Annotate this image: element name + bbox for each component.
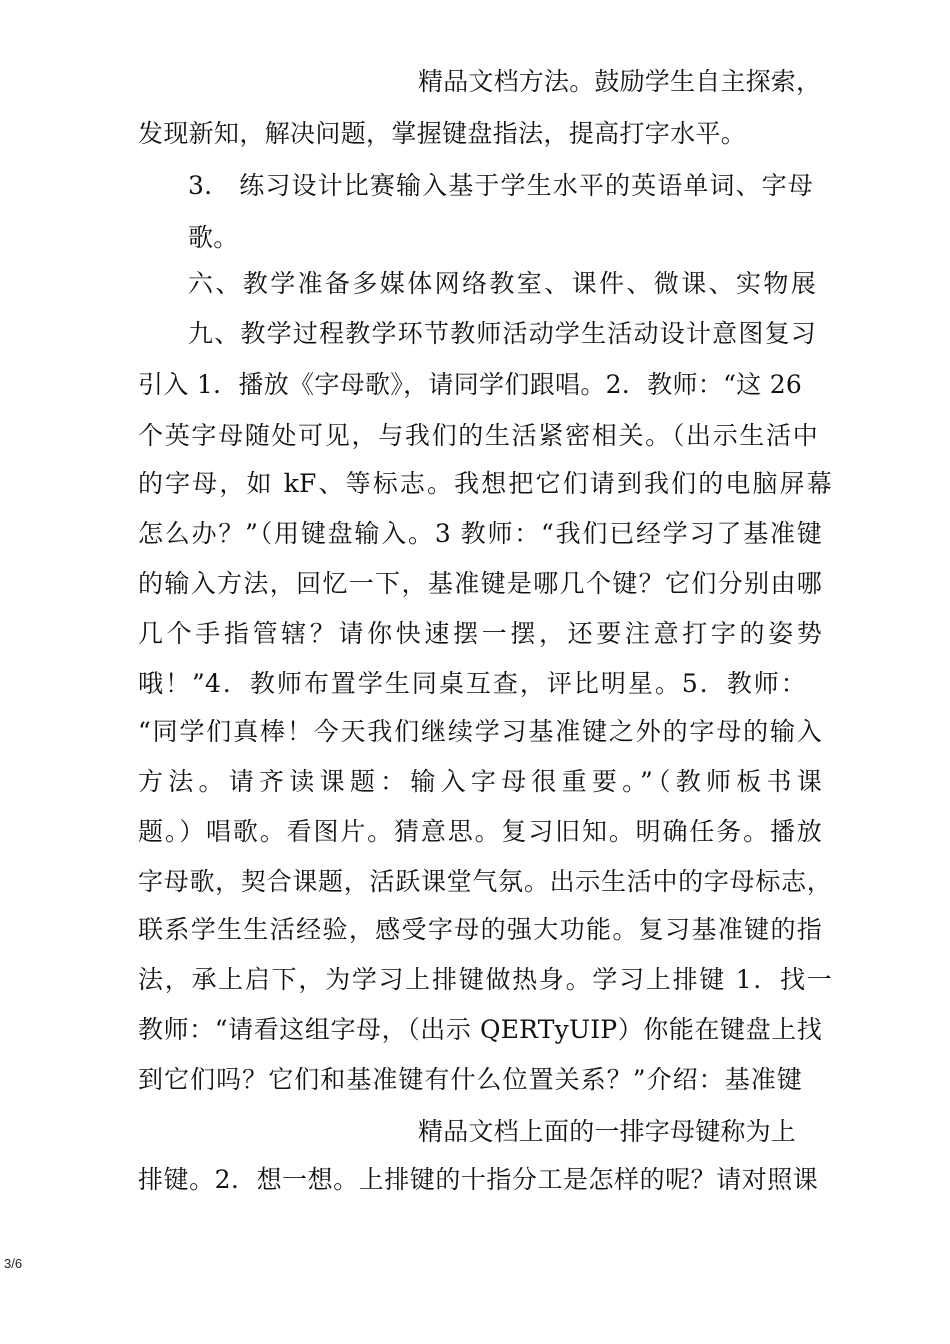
text-line-9: 的字母，如 kF、等标志。我想把它们请到我们的电脑屏幕 — [138, 469, 832, 498]
text-line-3: 3. 练习设计比赛输入基于学生水平的英语单词、字母 — [188, 171, 813, 200]
text-line-19: 法，承上启下，为学习上排键做热身。学习上排键 1．找一 — [138, 965, 832, 994]
text-line-11: 的输入方法，回忆一下，基准键是哪几个键？它们分别由哪 — [138, 569, 822, 598]
text-line-5: 六、教学准备多媒体网络教室、课件、微课、实物展 — [188, 269, 816, 298]
text-line-6: 九、教学过程教学环节教师活动学生活动设计意图复习 — [188, 319, 816, 348]
text-line-7: 引入 1．播放《字母歌》，请同学们跟唱。2．教师：“这 26 — [138, 370, 802, 399]
text-line-18: 联系学生生活经验，感受字母的强大功能。复习基准键的指 — [138, 915, 822, 944]
text-line-14: “同学们真棒！今天我们继续学习基准键之外的字母的输入 — [138, 717, 822, 746]
page-indicator: 3/6 — [4, 1256, 23, 1271]
text-line-23: 排键。2．想一想。上排键的十指分工是怎样的呢？请对照课 — [138, 1165, 818, 1194]
text-line-20: 教师：“请看这组字母，（出示 QERTyUIP）你能在键盘上找 — [138, 1015, 822, 1044]
text-line-16: 题。）唱歌。看图片。猜意思。复习旧知。明确任务。播放 — [138, 817, 822, 846]
text-line-21: 到它们吗？它们和基准键有什么位置关系？”介绍：基准键 — [138, 1065, 802, 1094]
text-line-15: 方法。请齐读课题：输入字母很重要。”（教师板书课 — [138, 767, 822, 796]
text-line-8: 个英字母随处可见，与我们的生活紧密相关。（出示生活中 — [138, 421, 818, 450]
text-line-4: 歌。 — [188, 223, 239, 252]
text-line-17: 字母歌，契合课题，活跃课堂气氛。出示生活中的字母标志， — [138, 867, 832, 896]
text-line-12: 几个手指管辖？请你快速摆一摆，还要注意打字的姿势 — [138, 619, 822, 648]
text-line-2: 发现新知，解决问题，掌握键盘指法，提高打字水平。 — [138, 119, 746, 148]
text-line-22: 精品文档上面的一排字母键称为上 — [418, 1117, 797, 1146]
text-line-13: 哦！”4．教师布置学生同桌互查，评比明星。5．教师： — [138, 669, 806, 698]
text-line-10: 怎么办？”（用键盘输入。3 教师：“我们已经学习了基准键 — [138, 519, 822, 548]
text-line-1: 精品文档方法。鼓励学生自主探索， — [418, 67, 822, 96]
